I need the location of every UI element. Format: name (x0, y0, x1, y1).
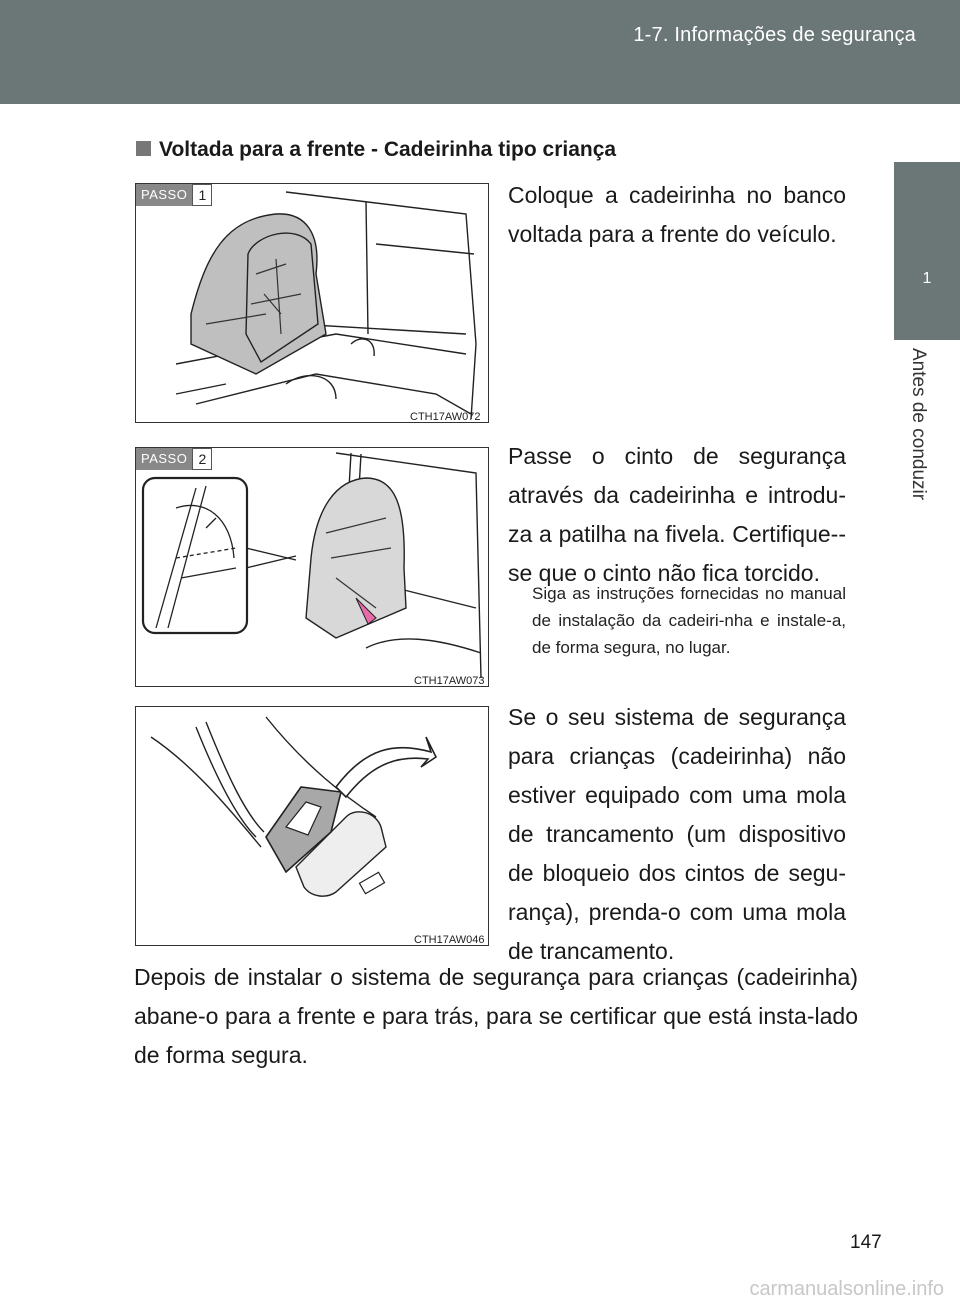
chapter-tab[interactable] (894, 162, 960, 340)
figure-2-code: CTH17AW073 (414, 675, 485, 686)
figure-locking-clip (135, 706, 489, 946)
section-title: 1-7. Informações de segurança (633, 24, 916, 46)
locking-clip-illustration (136, 707, 488, 945)
seatbelt-routing-illustration (136, 448, 488, 686)
chapter-label: Antes de conduzir (908, 348, 929, 501)
subsection-heading (136, 138, 616, 162)
closing-text: Depois de instalar o sistema de segurança para crianças (cadeirinha) abane-o para a frente e para trás, para se certificar que está insta-lado de forma segura. (134, 964, 858, 1068)
watermark: carmanualsonline.info (749, 1278, 944, 1300)
step-1-text: Coloque a cadeirinha no banco voltada para a frente do veículo. (508, 182, 846, 247)
locking-clip-text: Se o seu sistema de segurança para crianças (cadeirinha) não estiver equipado com uma mola de trancamento (um dispositivo de bloqueio dos cintos de segu-rança), prenda-o com uma mola de trancamento. (508, 704, 846, 964)
step-2-badge: PASSO 2 (136, 448, 212, 470)
child-seat-forward-illustration (136, 184, 488, 422)
step-2-note: Siga as instruções fornecidas no manual de instalação da cadeiri-nha e instale-a, de forma segura, no lugar. (532, 584, 846, 657)
figure-step-2 (135, 447, 489, 687)
figure-3-code: CTH17AW046 (414, 934, 485, 945)
chapter-number: 1 (922, 270, 932, 287)
square-bullet-icon (136, 141, 151, 156)
step-2-text: Passe o cinto de segurança através da cadeirinha e introdu-za a patilha na fivela. Certifique--se que o cinto não fica torcido. (508, 443, 846, 586)
heading-text: Voltada para a frente - Cadeirinha tipo criança (159, 138, 617, 161)
figure-step-1 (135, 183, 489, 423)
figure-1-code: CTH17AW072 (410, 411, 481, 422)
page-number: 147 (850, 1232, 882, 1253)
header-bar (0, 0, 960, 104)
step-1-badge: PASSO 1 (136, 184, 212, 206)
